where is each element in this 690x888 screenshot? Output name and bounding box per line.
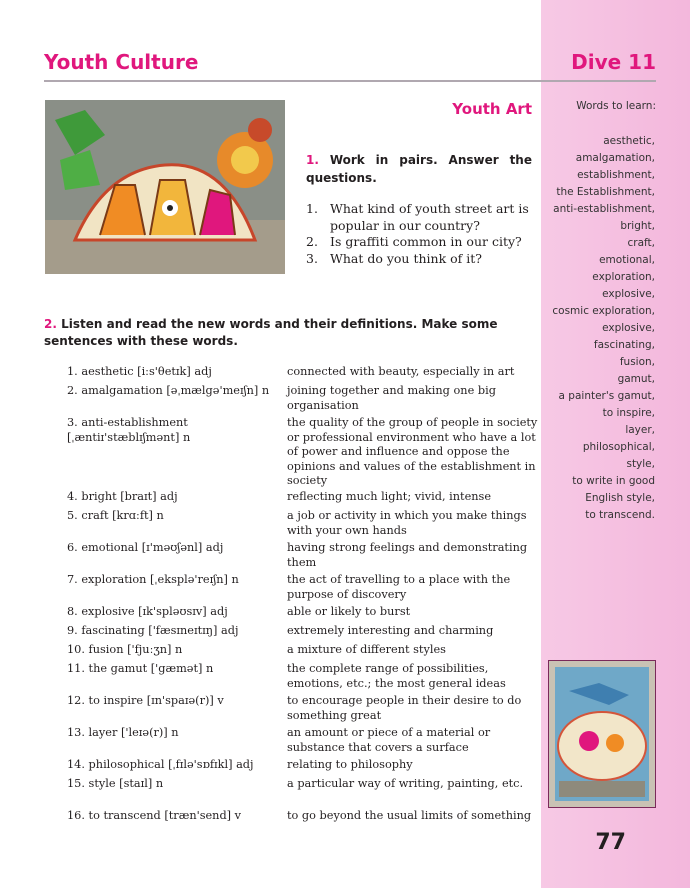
vocab-definition: connected with beauty, especially in art (287, 365, 515, 378)
vocab-term: 4. bright [braɪt] adj (67, 490, 178, 503)
vocab-definition: reflecting much light; vivid, intense (287, 490, 492, 503)
vocab-term: 9. fascinating ['fæsɪneɪtɪŋ] adj (67, 624, 239, 637)
word-to-learn-item: emotional, (599, 254, 655, 266)
vocab-definition: to encourage people in their desire to do something great (287, 694, 522, 722)
words-to-learn-list (543, 133, 655, 524)
header-unit-title: Youth Culture (44, 50, 199, 74)
word-to-learn-item: to write in good (572, 475, 655, 487)
vocab-term: 7. exploration [ˌeksplə'reɪʃn] n (67, 573, 239, 586)
word-to-learn-item: craft, (627, 237, 655, 249)
question-number: 1. (306, 201, 318, 216)
word-to-learn-item: a painter's gamut, (558, 390, 655, 402)
question-item (306, 201, 536, 234)
task-1-number: 1. (306, 153, 319, 167)
question-text: What do you think of it? (330, 250, 482, 266)
vocab-term: 8. explosive [ɪk'spləʊsɪv] adj (67, 605, 228, 618)
word-to-learn-item: to inspire, (602, 407, 655, 419)
header-divider (44, 80, 656, 82)
question-text: What kind of youth street art is popular in our country? (330, 201, 529, 233)
word-to-learn-item: exploration, (592, 271, 655, 283)
question-number: 3. (306, 250, 318, 266)
question-list (306, 201, 536, 267)
vocab-term: 3. anti-establishment [ˌæntiɪ'stæblɪʃmənt] n (67, 416, 191, 444)
word-to-learn-item: explosive, (602, 322, 655, 334)
vocab-definition: a job or activity in which you make things with your own hands (287, 509, 527, 537)
word-to-learn-item: to transcend. (585, 509, 655, 521)
task-2-number: 2. (44, 317, 57, 331)
question-text: Is graffiti common in our city? (330, 234, 522, 249)
word-to-learn-item: the Establishment, (556, 186, 655, 198)
vocab-definition: a mixture of different styles (287, 643, 446, 656)
vocab-definition: having strong feelings and demonstrating them (287, 541, 528, 569)
vocab-definition: joining together and making one big organisation (287, 384, 496, 412)
question-number: 2. (306, 234, 318, 249)
word-to-learn-item: cosmic exploration, (552, 305, 655, 317)
vocab-term: 1. aesthetic [iːs'θetɪk] adj (67, 365, 212, 378)
vocab-definition: relating to philosophy (287, 758, 413, 771)
page-number: 77 (595, 830, 626, 855)
words-to-learn-title: Words to learn: (576, 100, 656, 112)
word-to-learn-item: fusion, (619, 356, 655, 368)
header-dive-number: Dive 11 (571, 50, 656, 74)
vocab-term: 2. amalgamation [əˌmælgə'meɪʃn] n (67, 384, 270, 397)
word-to-learn-item: bright, (620, 220, 655, 232)
vocab-term: 11. the gamut ['gæmət] n (67, 662, 214, 675)
word-to-learn-item: gamut, (617, 373, 655, 385)
word-to-learn-item: anti-establishment, (553, 203, 655, 215)
vocab-term: 5. craft [krɑːft] n (67, 509, 164, 522)
word-to-learn-item: amalgamation, (575, 152, 655, 164)
vocab-term: 6. emotional [ɪ'məʊʃənl] adj (67, 541, 224, 554)
word-to-learn-item: explosive, (602, 288, 655, 300)
mural-photo (548, 660, 656, 808)
vocab-definition: a particular way of writing, painting, etc. (287, 777, 524, 790)
task-2-instruction (44, 316, 536, 350)
word-to-learn-item: aesthetic, (603, 135, 655, 147)
section-title: Youth Art (452, 100, 532, 118)
vocab-term: 15. style [staɪl] n (67, 777, 164, 790)
vocab-term: 13. layer ['leɪə(r)] n (67, 726, 179, 739)
question-item (306, 234, 536, 251)
vocab-term: 14. philosophical [ˌfɪlə'sɒfɪkl] adj (67, 758, 254, 771)
vocab-term: 16. to transcend [træn'send] v (67, 809, 242, 822)
vocab-definition: able or likely to burst (287, 605, 411, 618)
vocab-term: 10. fusion ['fjuːʒn] n (67, 643, 183, 656)
task-1-instruction (306, 151, 532, 187)
vocab-definition: the complete range of possibilities, emotions, etc.; the most general ideas (287, 662, 506, 690)
word-to-learn-item: style, (626, 458, 655, 470)
vocab-definition: extremely interesting and charming (287, 624, 494, 637)
task-2-text: Listen and read the new words and their definitions. Make some sentences with these words. (44, 317, 498, 348)
vocab-definition: the act of travelling to a place with the purpose of discovery (287, 573, 511, 601)
task-1-text: Work in pairs. Answer the questions. (306, 153, 532, 185)
graffiti-photo (45, 100, 285, 274)
word-to-learn-item: layer, (625, 424, 655, 436)
word-to-learn-item: establishment, (577, 169, 655, 181)
vocab-definition: the quality of the group of people in society or professional environment who have a lot of power and influence and oppose the opinions and values of the establishment in society (287, 416, 538, 487)
question-item (306, 251, 536, 268)
word-to-learn-item: fascinating, (593, 339, 655, 351)
vocab-definition: an amount or piece of a material or substance that covers a surface (287, 726, 491, 754)
vocab-term: 12. to inspire [ɪn'spaɪə(r)] v (67, 694, 224, 707)
word-to-learn-item: English style, (585, 492, 655, 504)
word-to-learn-item: philosophical, (582, 441, 655, 453)
vocab-definition: to go beyond the usual limits of something (287, 809, 532, 822)
